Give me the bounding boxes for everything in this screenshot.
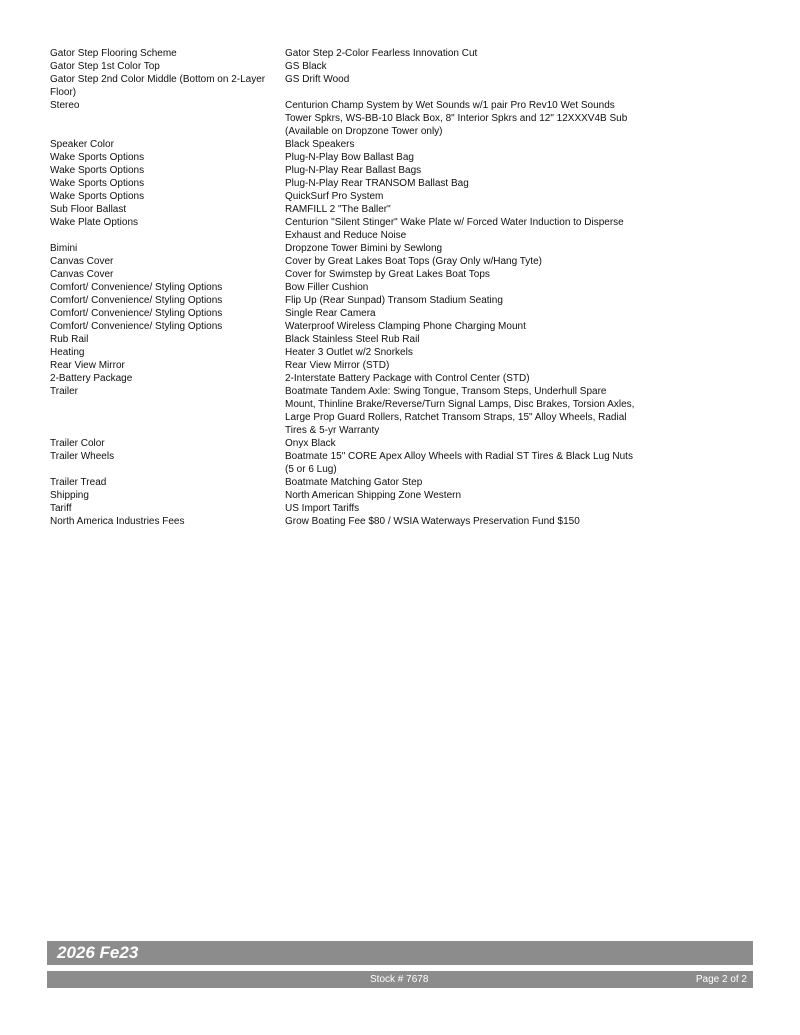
spec-label: North America Industries Fees: [50, 516, 185, 527]
spec-label: Gator Step 2nd Color Middle (Bottom on 2-Layer Floor): [50, 74, 266, 98]
spec-label: Wake Sports Options: [50, 165, 145, 176]
spec-value: Black Speakers: [285, 139, 355, 150]
spec-value: North American Shipping Zone Western: [285, 490, 462, 501]
spec-row: [50, 164, 650, 177]
spec-row: [50, 385, 650, 437]
spec-label: Gator Step Flooring Scheme: [50, 48, 177, 59]
spec-label: Rear View Mirror: [50, 360, 125, 371]
spec-value: Centurion Champ System by Wet Sounds w/1 pair Pro Rev10 Wet Sounds Tower Spkrs, WS-BB-10 Black Box, 8" Interior Spkrs and 12" 12XXXV4B Sub (Available on Dropzone Tower only): [285, 100, 628, 137]
spec-value: GS Black: [285, 61, 327, 72]
footer-bar: [47, 971, 753, 988]
spec-value: Plug-N-Play Bow Ballast Bag: [285, 152, 414, 163]
spec-value: Gator Step 2-Color Fearless Innovation Cut: [285, 48, 478, 59]
spec-label: Gator Step 1st Color Top: [50, 61, 160, 72]
spec-row: [50, 190, 650, 203]
spec-row: [50, 60, 650, 73]
spec-value: RAMFILL 2 "The Baller": [285, 204, 391, 215]
spec-value: Flip Up (Rear Sunpad) Transom Stadium Seating: [285, 295, 503, 306]
spec-label: Shipping: [50, 490, 89, 501]
spec-row: [50, 268, 650, 281]
spec-value: Boatmate 15" CORE Apex Alloy Wheels with Radial ST Tires & Black Lug Nuts (5 or 6 Lug): [285, 451, 633, 475]
spec-value: Boatmate Matching Gator Step: [285, 477, 423, 488]
spec-row: [50, 255, 650, 268]
spec-row: [50, 294, 650, 307]
spec-label: Wake Plate Options: [50, 217, 139, 228]
spec-value: Cover for Swimstep by Great Lakes Boat Tops: [285, 269, 490, 280]
spec-row: [50, 515, 650, 528]
spec-row: [50, 138, 650, 151]
spec-row: [50, 502, 650, 515]
spec-row: [50, 203, 650, 216]
spec-label: Tariff: [50, 503, 72, 514]
spec-row: [50, 242, 650, 255]
spec-label: Sub Floor Ballast: [50, 204, 127, 215]
spec-label: Trailer: [50, 386, 78, 397]
spec-row: [50, 99, 650, 138]
page-number: Page 2 of 2: [695, 974, 747, 985]
spec-row: [50, 333, 650, 346]
spec-label: Trailer Color: [50, 438, 105, 449]
spec-value: Boatmate Tandem Axle: Swing Tongue, Transom Steps, Underhull Spare Mount, Thinline Brake/Reverse/Turn Signal Lamps, Disc Brakes, Torsion Axles, Large Prop Guard Rollers, Ratchet Transom Straps, 15" Alloy Wheels, Radial Tires & 5-yr Warranty: [285, 386, 635, 436]
spec-row: [50, 372, 650, 385]
spec-label: Comfort/ Convenience/ Styling Options: [50, 308, 223, 319]
spec-label: Stereo: [50, 100, 80, 111]
spec-row: [50, 216, 650, 242]
spec-table: [50, 47, 650, 528]
spec-value: Waterproof Wireless Clamping Phone Charging Mount: [285, 321, 526, 332]
spec-row: [50, 476, 650, 489]
spec-label: Speaker Color: [50, 139, 114, 150]
spec-row: [50, 47, 650, 60]
spec-row: [50, 346, 650, 359]
spec-row: [50, 359, 650, 372]
spec-label: 2-Battery Package: [50, 373, 133, 384]
spec-value: Plug-N-Play Rear Ballast Bags: [285, 165, 422, 176]
model-banner: [47, 941, 753, 965]
spec-value: Grow Boating Fee $80 / WSIA Waterways Preservation Fund $150: [285, 516, 580, 527]
spec-label: Canvas Cover: [50, 256, 114, 267]
spec-label: Trailer Wheels: [50, 451, 115, 462]
spec-label: Canvas Cover: [50, 269, 114, 280]
spec-value: US Import Tariffs: [285, 503, 360, 514]
spec-row: [50, 320, 650, 333]
spec-row: [50, 437, 650, 450]
spec-value: QuickSurf Pro System: [285, 191, 384, 202]
spec-value: Bow Filler Cushion: [285, 282, 369, 293]
spec-label: Trailer Tread: [50, 477, 107, 488]
spec-row: [50, 281, 650, 294]
spec-label: Comfort/ Convenience/ Styling Options: [50, 321, 223, 332]
spec-value: Black Stainless Steel Rub Rail: [285, 334, 420, 345]
spec-label: Comfort/ Convenience/ Styling Options: [50, 282, 223, 293]
spec-value: GS Drift Wood: [285, 74, 350, 85]
spec-label: Wake Sports Options: [50, 191, 145, 202]
spec-value: Onyx Black: [285, 438, 336, 449]
spec-label: Wake Sports Options: [50, 152, 145, 163]
spec-row: [50, 307, 650, 320]
spec-value: Single Rear Camera: [285, 308, 376, 319]
spec-row: [50, 151, 650, 164]
spec-value: Dropzone Tower Bimini by Sewlong: [285, 243, 443, 254]
spec-value: Plug-N-Play Rear TRANSOM Ballast Bag: [285, 178, 469, 189]
spec-row: [50, 450, 650, 476]
spec-label: Wake Sports Options: [50, 178, 145, 189]
spec-label: Heating: [50, 347, 85, 358]
spec-row: [50, 177, 650, 190]
spec-value: Centurion "Silent Stinger" Wake Plate w/ Forced Water Induction to Disperse Exhaust and Reduce Noise: [285, 217, 624, 241]
spec-value: Heater 3 Outlet w/2 Snorkels: [285, 347, 413, 358]
spec-label: Rub Rail: [50, 334, 89, 345]
stock-number: Stock # 7678: [370, 974, 429, 985]
spec-value: Rear View Mirror (STD): [285, 360, 390, 371]
spec-row: [50, 489, 650, 502]
model-title: 2026 Fe23: [57, 943, 139, 962]
spec-value: 2-Interstate Battery Package with Control Center (STD): [285, 373, 530, 384]
spec-label: Comfort/ Convenience/ Styling Options: [50, 295, 223, 306]
spec-row: [50, 73, 650, 99]
spec-label: Bimini: [50, 243, 78, 254]
spec-value: Cover by Great Lakes Boat Tops (Gray Only w/Hang Tyte): [285, 256, 542, 267]
